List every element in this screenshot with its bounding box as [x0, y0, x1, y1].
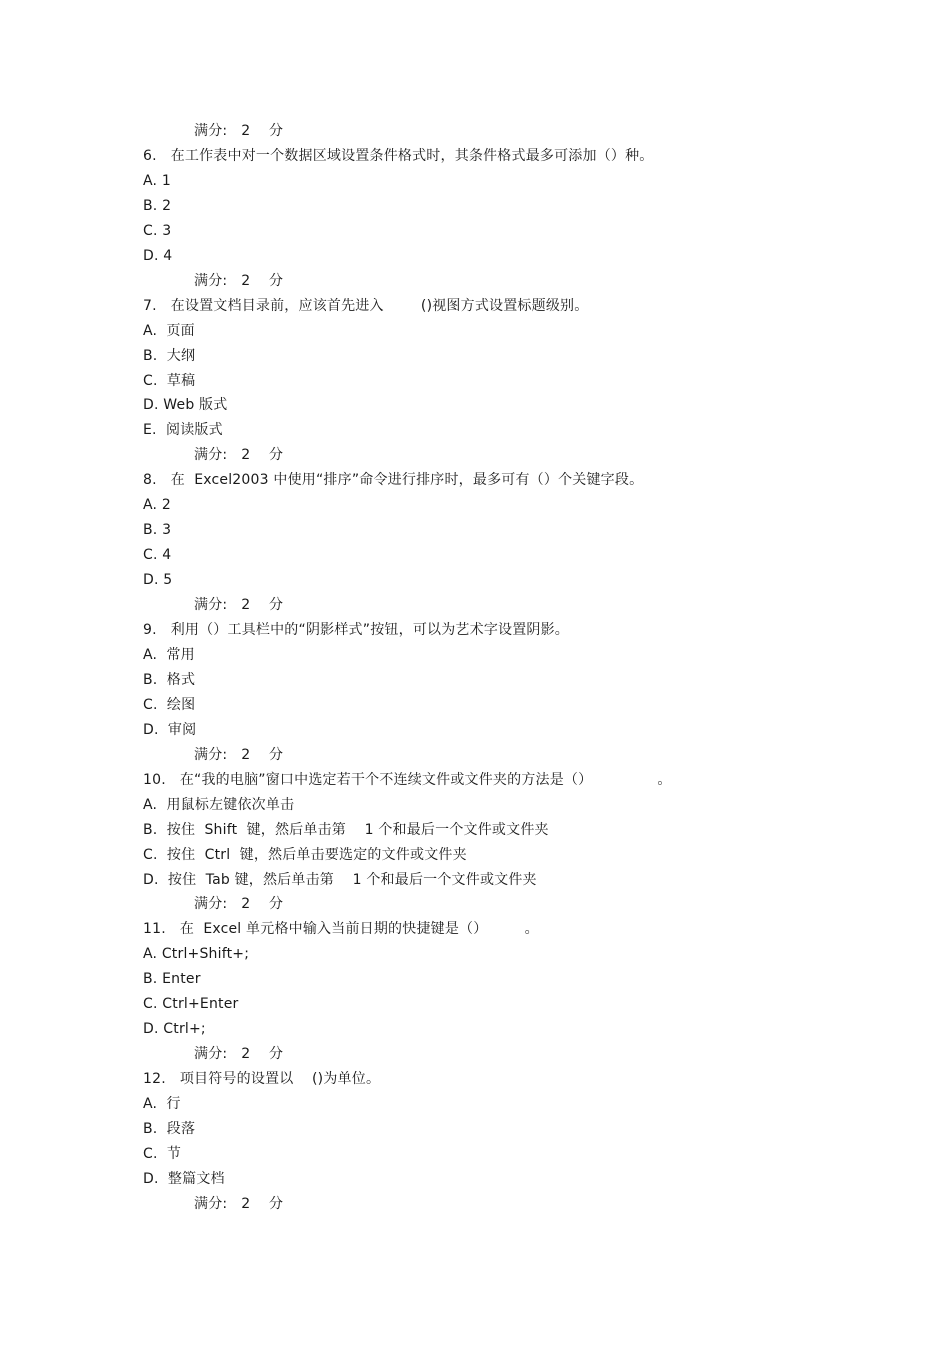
question-text: 11. 在 Excel 单元格中输入当前日期的快捷键是（） 。 [143, 921, 539, 938]
question-text: 7. 在设置文档目录前，应该首先进入 ()视图方式设置标题级别。 [143, 297, 589, 314]
answer-option: D. Web 版式 [143, 397, 228, 414]
answer-option: B. 2 [143, 197, 172, 214]
answer-option: D. Ctrl+; [143, 1021, 206, 1038]
answer-option: B. 大纲 [143, 347, 196, 364]
answer-option: B. 段落 [143, 1121, 196, 1137]
answer-option: C. Ctrl+Enter [143, 996, 239, 1013]
question-text: 10. 在“我的电脑”窗口中选定若干个不连续文件或文件夹的方法是（） 。 [143, 771, 672, 788]
answer-option: C. 按住 Ctrl 键，然后单击要选定的文件或文件夹 [143, 846, 467, 863]
answer-option: A. 页面 [143, 322, 195, 339]
answer-option: A. 2 [143, 497, 171, 514]
answer-option: B. 按住 Shift 键，然后单击第 1 个和最后一个文件或文件夹 [143, 821, 549, 838]
answer-option: B. 3 [143, 522, 172, 539]
answer-option: E. 阅读版式 [143, 422, 223, 439]
answer-option: A. Ctrl+Shift+; [143, 946, 250, 963]
question-text: 12. 项目符号的设置以 ()为单位。 [143, 1071, 381, 1088]
answer-option: B. 格式 [143, 671, 196, 688]
answer-option: A. 用鼠标左键依次单击 [143, 796, 295, 813]
answer-option: D. 4 [143, 247, 173, 264]
answer-option: C. 草稿 [143, 372, 196, 389]
question-text: 8. 在 Excel2003 中使用“排序”命令进行排序时，最多可有（）个关键字段。 [143, 472, 644, 489]
score-line: 满分: 2 分 [194, 746, 284, 763]
score-line: 满分: 2 分 [194, 272, 284, 289]
answer-option: D. 审阅 [143, 721, 197, 738]
answer-option: D. 整篇文档 [143, 1170, 225, 1187]
answer-option: C. 节 [143, 1145, 182, 1162]
score-line: 满分: 2 分 [194, 896, 284, 913]
answer-option: C. 4 [143, 547, 172, 564]
answer-option: D. 5 [143, 572, 173, 589]
question-text: 9. 利用（）工具栏中的“阴影样式”按钮，可以为艺术字设置阴影。 [143, 622, 570, 638]
score-line: 满分: 2 分 [194, 447, 284, 464]
answer-option: A. 行 [143, 1096, 181, 1112]
score-line: 满分: 2 分 [194, 1195, 284, 1212]
answer-option: D. 按住 Tab 键，然后单击第 1 个和最后一个文件或文件夹 [143, 871, 537, 888]
score-line: 满分: 2 分 [194, 123, 284, 139]
answer-option: C. 3 [143, 222, 172, 239]
answer-option: C. 绘图 [143, 696, 196, 713]
answer-option: A. 1 [143, 172, 171, 189]
score-line: 满分: 2 分 [194, 597, 284, 613]
score-line: 满分: 2 分 [194, 1046, 284, 1063]
answer-option: A. 常用 [143, 646, 195, 663]
question-text: 6. 在工作表中对一个数据区域设置条件格式时，其条件格式最多可添加（）种。 [143, 147, 654, 164]
answer-option: B. Enter [143, 971, 201, 988]
